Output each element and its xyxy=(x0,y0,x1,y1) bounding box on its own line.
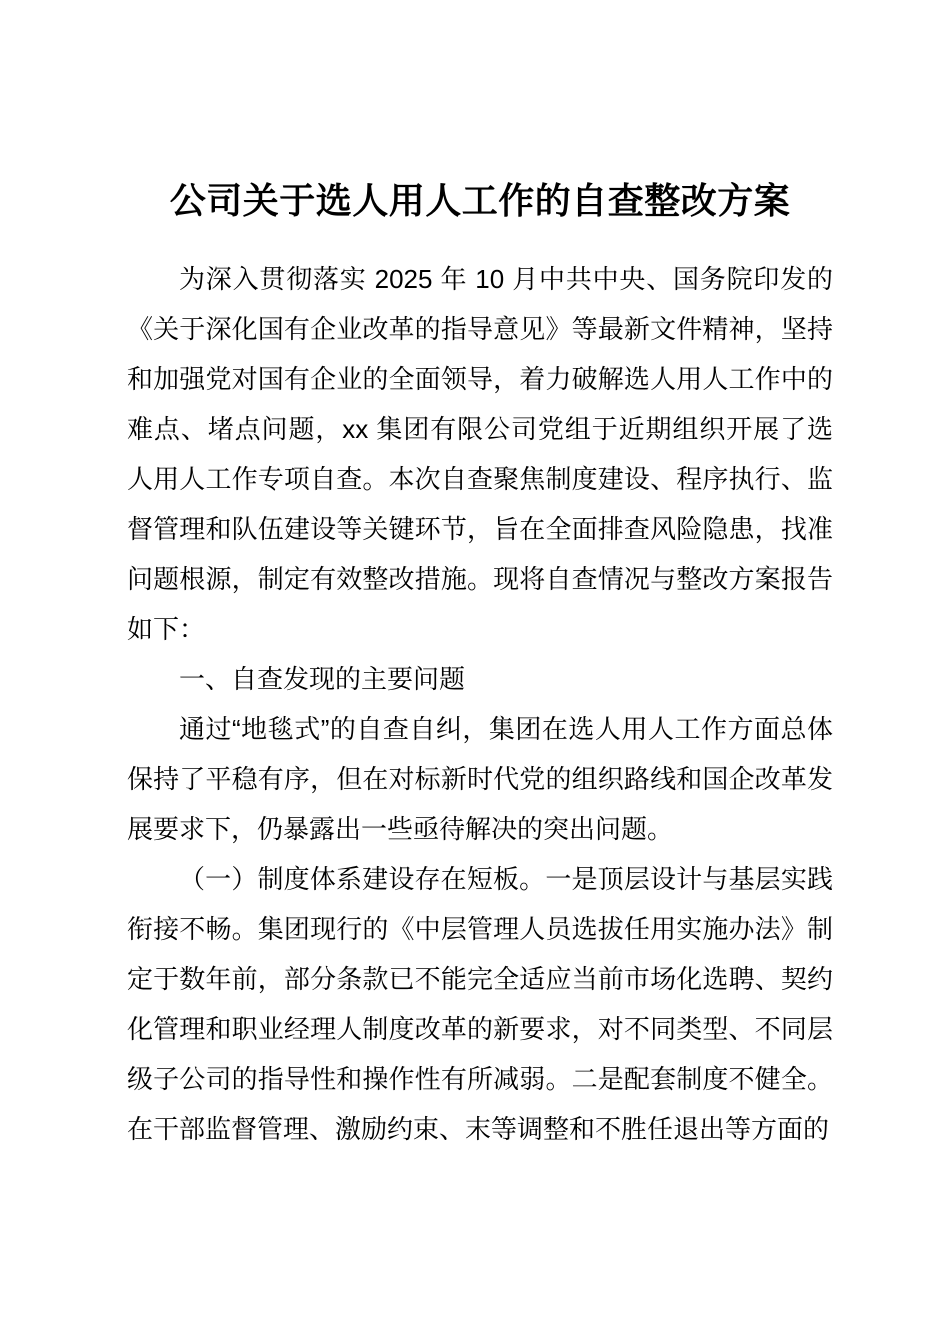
paragraph-issue-institutional-shortcomings: （一）制度体系建设存在短板。一是顶层设计与基层实践衔接不畅。集团现行的《中层管理人员选拔任用实施办法》制定于数年前，部分条款已不能完全适应当前市场化选聘、契约化管理和职业经理人制度改革的新要求，对不同类型、不同层级子公司的指导性和操作性有所减弱。二是配套制度不健全。在干部监督管理、激励约束、末等调整和不胜任退出等方面的 xyxy=(127,864,833,1144)
paragraph-intro: 为深入贯彻落实 2025 年 10 月中共中央、国务院印发的《关于深化国有企业改革的指导意见》等最新文件精神，坚持和加强党对国有企业的全面领导，着力破解选人用人工作中的难点、堵点问题，xx 集团有限公司党组于近期组织开展了选人用人工作专项自查。本次自查聚焦制度建设、程序执行、监督管理和队伍建设等关键环节，旨在全面排查风险隐患，找准问题根源，制定有效整改措施。现将自查情况与整改方案报告如下： xyxy=(127,264,833,644)
document-body xyxy=(127,176,833,1154)
paragraph-self-inspection-overview: 通过“地毯式”的自查自纠，集团在选人用人工作方面总体保持了平稳有序，但在对标新时代党的组织路线和国企改革发展要求下，仍暴露出一些亟待解决的突出问题。 xyxy=(127,714,833,844)
section-heading-main-problems: 一、自查发现的主要问题 xyxy=(179,664,466,694)
document-title: 公司关于选人用人工作的自查整改方案 xyxy=(169,180,791,221)
